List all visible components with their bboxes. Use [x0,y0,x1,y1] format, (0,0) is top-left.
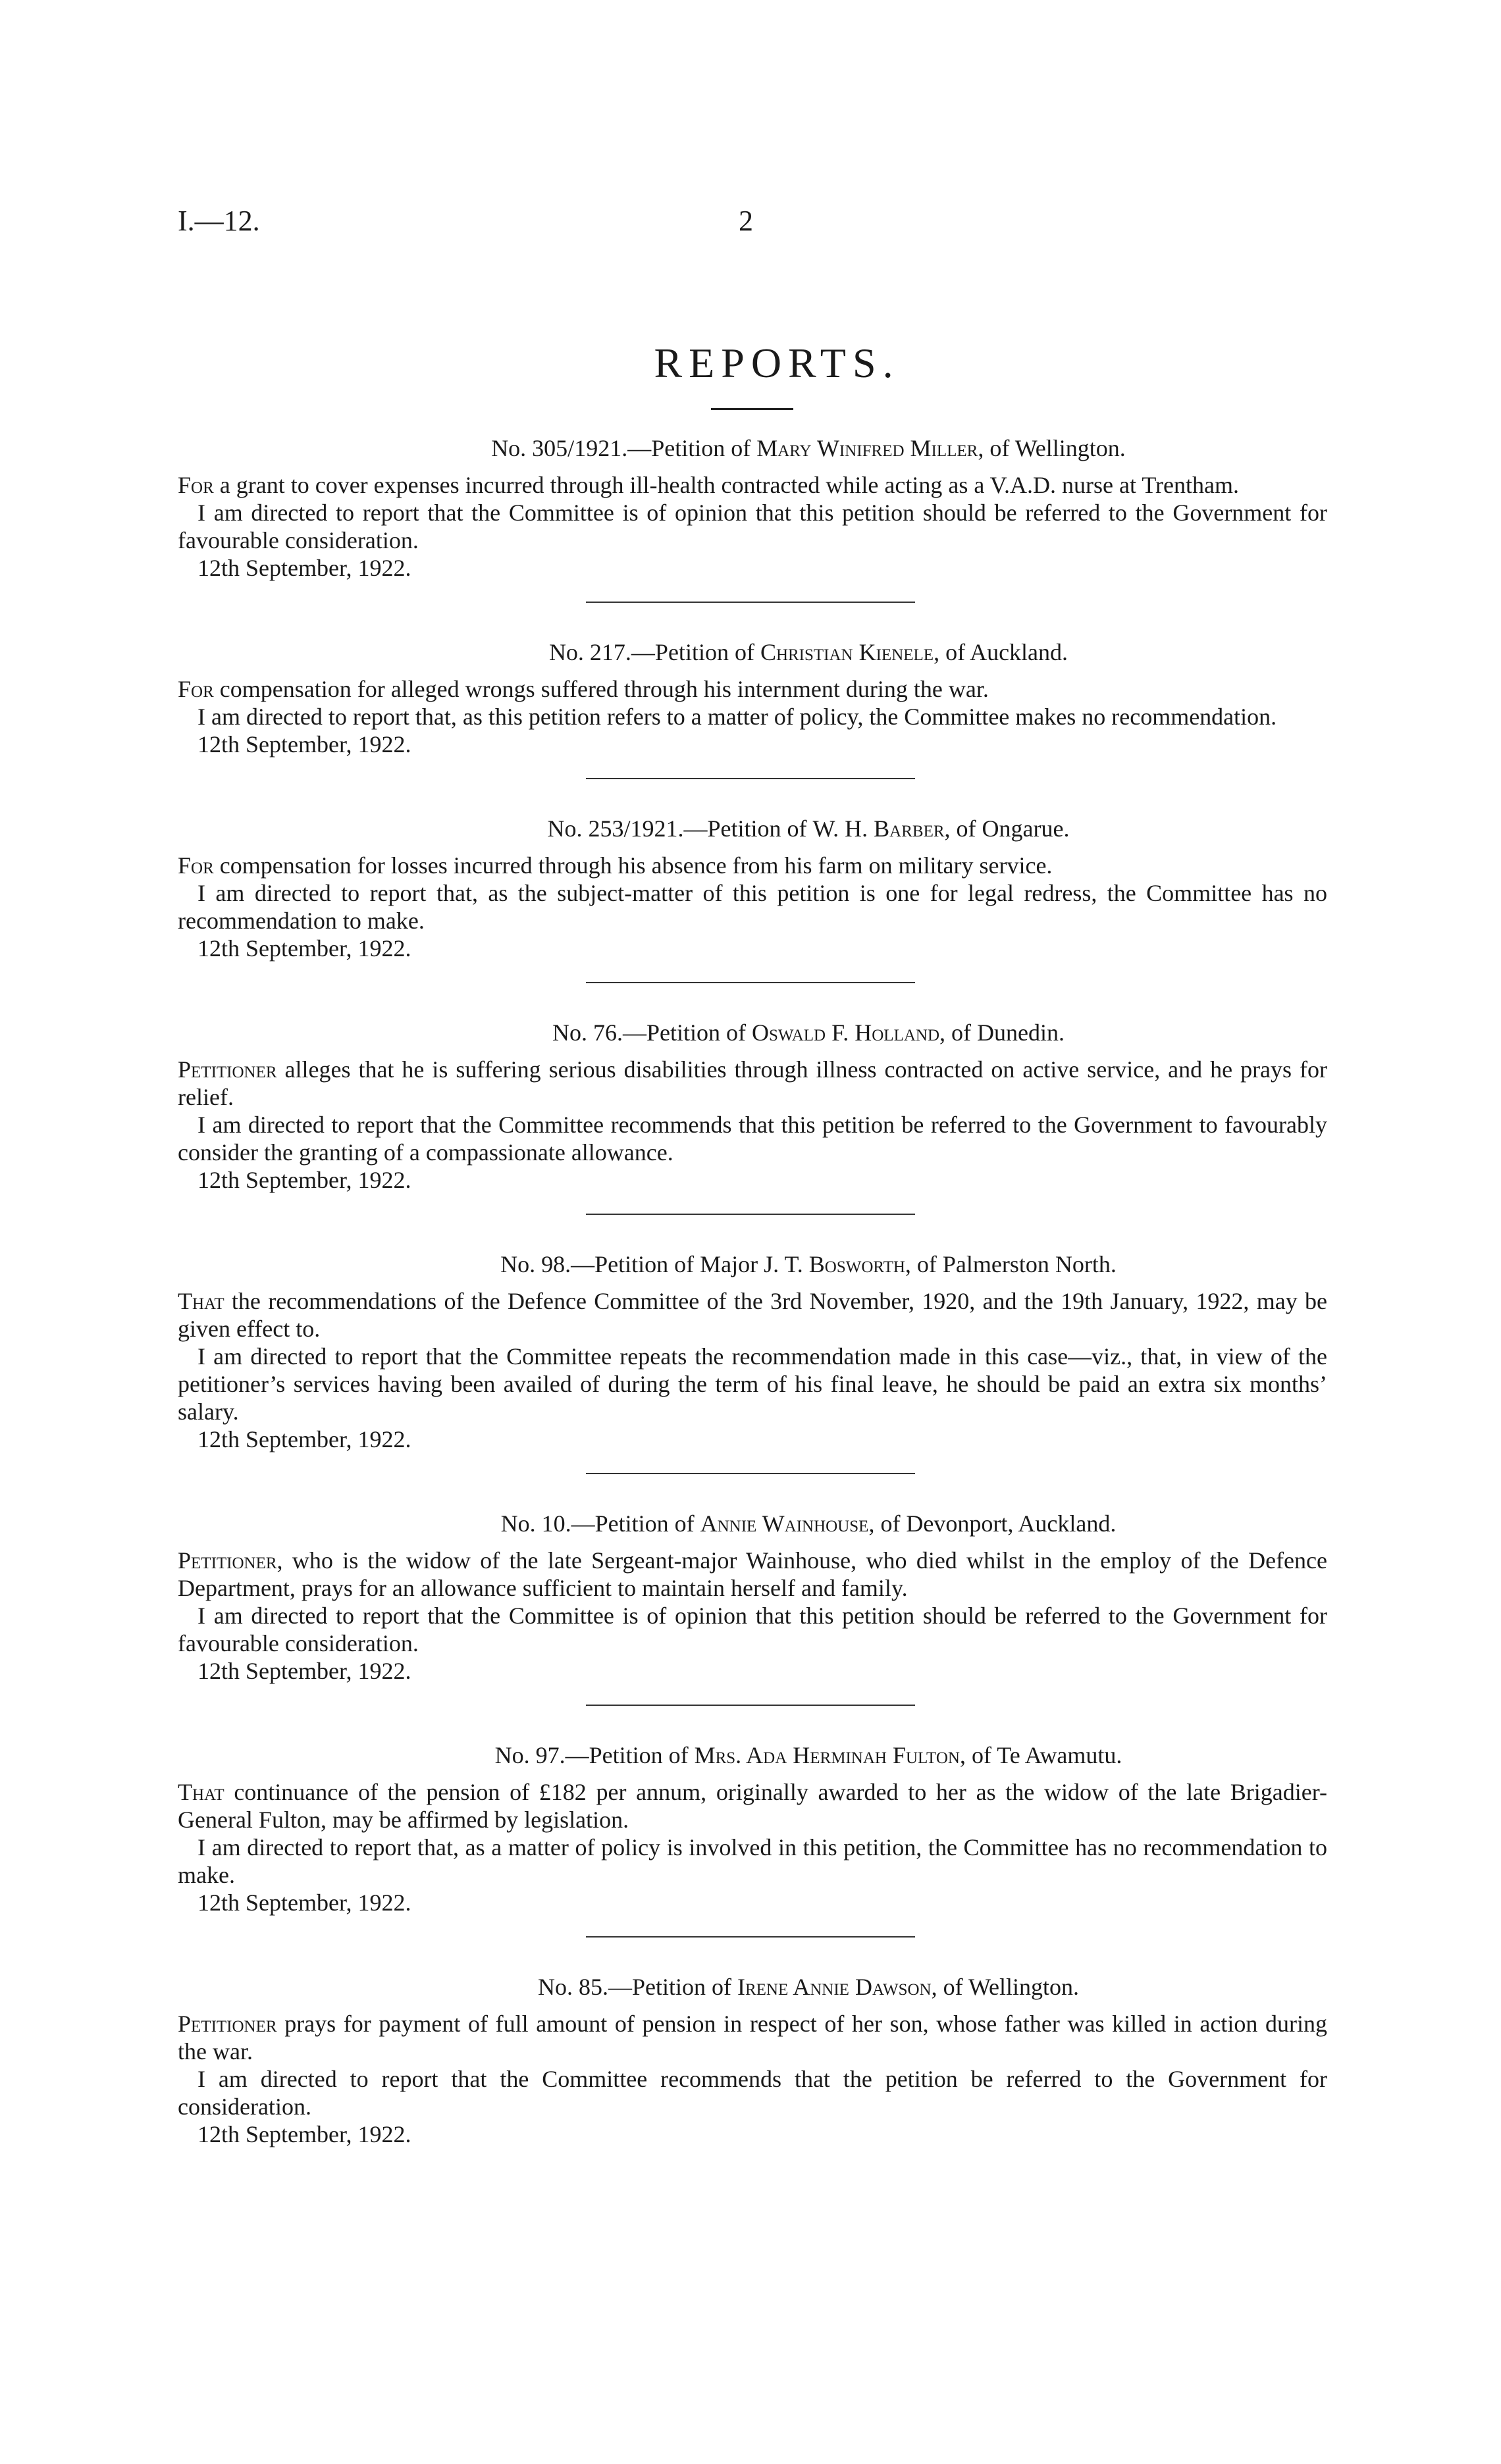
page-title: REPORTS. [654,340,900,386]
prayer-lead-word: For [178,676,214,702]
petition-prayer [178,2010,1327,2065]
committee-report: I am directed to report that the Committee is of opinion that this petition should be referred to the Government for favourable consideration. [178,500,1327,553]
petitioner-name: J. T. Bosworth [764,1251,905,1277]
petition-number: No. 85.—Petition of [537,1974,737,2000]
prayer-text: , who is the widow of the late Sergeant-major Wainhouse, who died whilst in the employ of the Defence Department, prays for an allowance sufficient to maintain herself and family. [178,1547,1327,1601]
petition-number: No. 217.—Petition of [548,639,760,665]
prayer-lead-word: That [178,1779,224,1805]
section-divider [586,602,915,603]
petition-entry [178,1973,1327,2148]
petitioner-name: Mary Winifred Miller [756,435,978,461]
petitioner-name: Irene Annie Dawson [737,1974,932,2000]
petition-heading [178,1510,1327,1537]
petition-prayer [178,675,1327,703]
page-number: 2 [739,205,753,237]
committee-report: I am directed to report that, as the subject-matter of this petition is one for legal redress, the Committee has no recommendation to make. [178,880,1327,934]
prayer-text: a grant to cover expenses incurred through ill-health contracted while acting as a V.A.D. nurse at Trentham. [213,472,1239,498]
petition-heading [178,1250,1327,1278]
petition-prayer [178,852,1327,879]
committee-report: I am directed to report that the Committee repeats the recommendation made in this case—viz., that, in view of the petitioner’s services having been availed of during the term of his final leave, he should be paid an extra six months’ salary. [178,1343,1327,1425]
report-date: 12th September, 1922. [198,2121,411,2147]
petition-entry [178,434,1327,582]
petition-number: No. 98.—Petition of Major [500,1251,764,1277]
prayer-lead-word: Petitioner [178,1056,277,1083]
reports-list [178,434,1327,2148]
report-date: 12th September, 1922. [198,555,411,581]
report-date: 12th September, 1922. [198,1426,411,1452]
prayer-text: compensation for alleged wrongs suffered through his internment during the war. [213,676,989,702]
prayer-lead-word: For [178,852,214,879]
section-divider [586,982,915,983]
section-divider [586,1473,915,1474]
petition-heading [178,1019,1327,1046]
petition-prayer [178,471,1327,499]
petition-heading [178,1741,1327,1769]
petition-heading [178,815,1327,842]
petitioner-place: , of Te Awamutu. [959,1742,1122,1768]
petitioner-name: Christian Kienele [760,639,934,665]
committee-report: I am directed to report that the Committee recommends that this petition be referred to the Government to favourably consider the granting of a compassionate allowance. [178,1112,1327,1166]
petition-heading [178,434,1327,462]
petitioner-place: , of Palmerston North. [905,1251,1117,1277]
petition-entry [178,1510,1327,1685]
section-divider [586,1214,915,1215]
paper-reference: I.—12. [178,205,260,237]
prayer-text: compensation for losses incurred through his absence from his farm on military service. [213,852,1053,879]
petition-number: No. 253/1921.—Petition of [547,815,813,842]
section-divider [586,1936,915,1938]
petition-prayer [178,1056,1327,1111]
petition-entry [178,1250,1327,1453]
prayer-lead-word: For [178,472,214,498]
petitioner-place: , of Wellington. [931,1974,1080,2000]
petitioner-place: , of Ongarue. [944,815,1070,842]
committee-report: I am directed to report that the Committee is of opinion that this petition should be referred to the Government for favourable consideration. [178,1603,1327,1656]
title-rule [711,408,793,410]
committee-report: I am directed to report that, as this petition refers to a matter of policy, the Committee makes no recommendation. [198,704,1277,730]
petition-number: No. 97.—Petition of [494,1742,695,1768]
petitioner-name: Mrs. Ada Herminah Fulton [694,1742,960,1768]
petitioner-name: Oswald F. Holland [752,1019,940,1046]
report-date: 12th September, 1922. [198,731,411,757]
report-date: 12th September, 1922. [198,1167,411,1193]
petition-prayer [178,1287,1327,1343]
petitioner-place: , of Auckland. [934,639,1068,665]
committee-report: I am directed to report that the Committee recommends that the petition be referred to the Government for consideration. [178,2066,1327,2120]
petition-number: No. 76.—Petition of [552,1019,752,1046]
prayer-text: continuance of the pension of £182 per annum, originally awarded to her as the widow of the late Brigadier-General Fulton, may be affirmed by legislation. [178,1779,1327,1833]
petition-entry [178,815,1327,962]
petition-prayer [178,1547,1327,1602]
report-date: 12th September, 1922. [198,1658,411,1684]
petition-entry [178,638,1327,758]
petition-heading [178,1973,1327,2001]
petition-heading [178,638,1327,666]
report-date: 12th September, 1922. [198,1889,411,1916]
petitioner-name: Annie Wainhouse [700,1510,869,1537]
prayer-text: prays for payment of full amount of pension in respect of her son, whose father was killed in action during the war. [178,2011,1327,2065]
petitioner-place: , of Devonport, Auckland. [868,1510,1117,1537]
prayer-lead-word: Petitioner [178,2011,277,2037]
prayer-lead-word: Petitioner [178,1547,277,1574]
section-divider [586,1705,915,1706]
page-header [178,204,1323,250]
committee-report: I am directed to report that, as a matter of policy is involved in this petition, the Committee has no recommendation to make. [178,1834,1327,1888]
petition-prayer [178,1778,1327,1834]
petitioner-place: , of Dunedin. [939,1019,1065,1046]
petition-number: No. 10.—Petition of [500,1510,700,1537]
report-date: 12th September, 1922. [198,935,411,962]
petition-number: No. 305/1921.—Petition of [491,435,757,461]
prayer-lead-word: That [178,1288,224,1314]
section-divider [586,778,915,779]
petitioner-place: , of Wellington. [978,435,1126,461]
petitioner-name: W. H. Barber [812,815,945,842]
prayer-text: alleges that he is suffering serious disabilities through illness contracted on active service, and he prays for relief. [178,1056,1327,1110]
prayer-text: the recommendations of the Defence Committee of the 3rd November, 1920, and the 19th January, 1922, may be given effect to. [178,1288,1327,1342]
petition-entry [178,1019,1327,1194]
petition-entry [178,1741,1327,1916]
